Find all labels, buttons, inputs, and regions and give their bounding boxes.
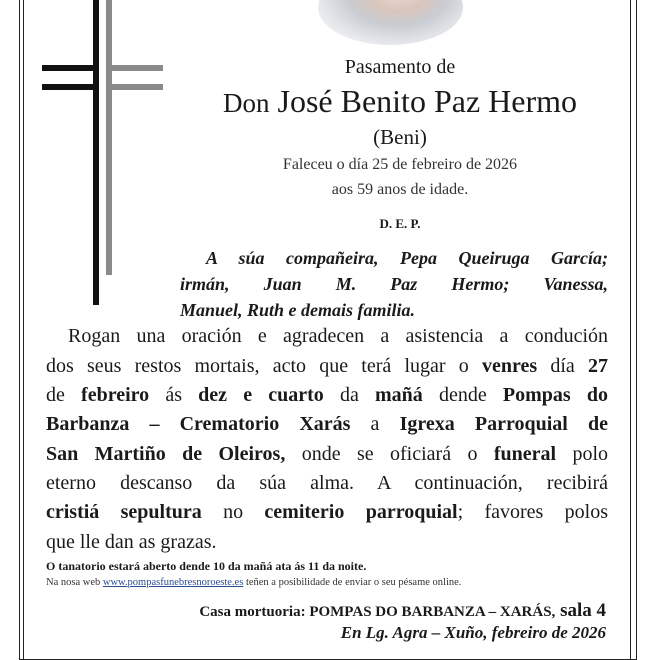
name-prefix: Don [223,88,270,118]
paragraph-line [46,413,608,436]
death-date: Faleceu o día 25 de febreiro de 2026 [282,156,518,173]
text-segment: ; favores polos [457,501,608,523]
text-segment: no [201,501,265,523]
bold-text: cemiterio parroquial [264,501,458,523]
family-line: Manuel, Ruth e demais familia. [180,300,416,320]
text-segment: eterno descanso da súa alma. A continuación, recibirá [46,472,608,494]
bold-text: febreiro [81,384,150,406]
bold-text: Barbanza – Crematorio Xarás [46,413,351,435]
bold-text: 27 [588,355,608,377]
bold-text: mañá [375,384,423,406]
paragraph-line [46,472,608,495]
paragraph-line [46,531,216,554]
web-note-before: Na nosa web [46,577,103,588]
tanatorio-hours: O tanatorio estará aberto dende 10 da mañá ata ás 11 da noite. [46,559,367,573]
bold-text: cristiá sepultura [46,501,202,523]
casa-mortuoria [199,600,606,622]
bold-text: San Martiño de Oleiros, [46,443,286,465]
web-note [46,577,461,589]
paragraph-line [46,384,608,407]
text-segment: que lle dan as grazas. [46,531,217,553]
family-line: A súa compañeira, Pepa Queiruga García; [206,248,608,268]
text-segment: da [323,384,376,406]
text-segment: Rogan una oración e agradecen a asistencia a condución [68,325,608,347]
text-segment: onde se oficiará o [285,443,494,465]
bold-text: dez e cuarto [198,384,324,406]
bold-text: Pompas do [502,384,608,406]
text-segment: dende [422,384,503,406]
text-segment: a [350,413,400,435]
web-note-after: teñen a posibilidade de enviar o seu pésame online. [243,577,462,588]
place-and-date: En Lg. Agra – Xuño, febreiro de 2026 [340,623,606,642]
age: aos 59 anos de idade. [331,181,469,198]
website-link[interactable]: www.pompasfunebresnoroeste.es [102,577,244,588]
text-segment: día [537,355,588,377]
paragraph-line [46,501,608,524]
text-segment: dos seus restos mortais, acto que terá lugar o [46,355,482,377]
family-line: irmán, Juan M. Paz Hermo; Vanessa, [180,274,608,294]
text-segment: ás [149,384,199,406]
paragraph-line [68,325,608,348]
paragraph-line [46,355,608,378]
room-number: sala 4 [555,600,606,621]
bold-text: venres [481,355,538,377]
nickname: (Beni) [373,125,427,149]
bold-text: Igrexa Parroquial de [399,413,608,435]
casa-label: Casa mortuoria: POMPAS DO BARBANZA – XARÁS, [199,604,556,620]
paragraph-line [46,443,608,466]
dep-text: D. E. P. [379,216,421,231]
text-segment: de [46,384,82,406]
text-segment: polo [556,443,608,465]
intro-text: Pasamento de [344,56,456,78]
name-main: José Benito Paz Hermo [277,83,577,119]
bold-text: funeral [493,443,557,465]
deceased-name [170,83,630,120]
